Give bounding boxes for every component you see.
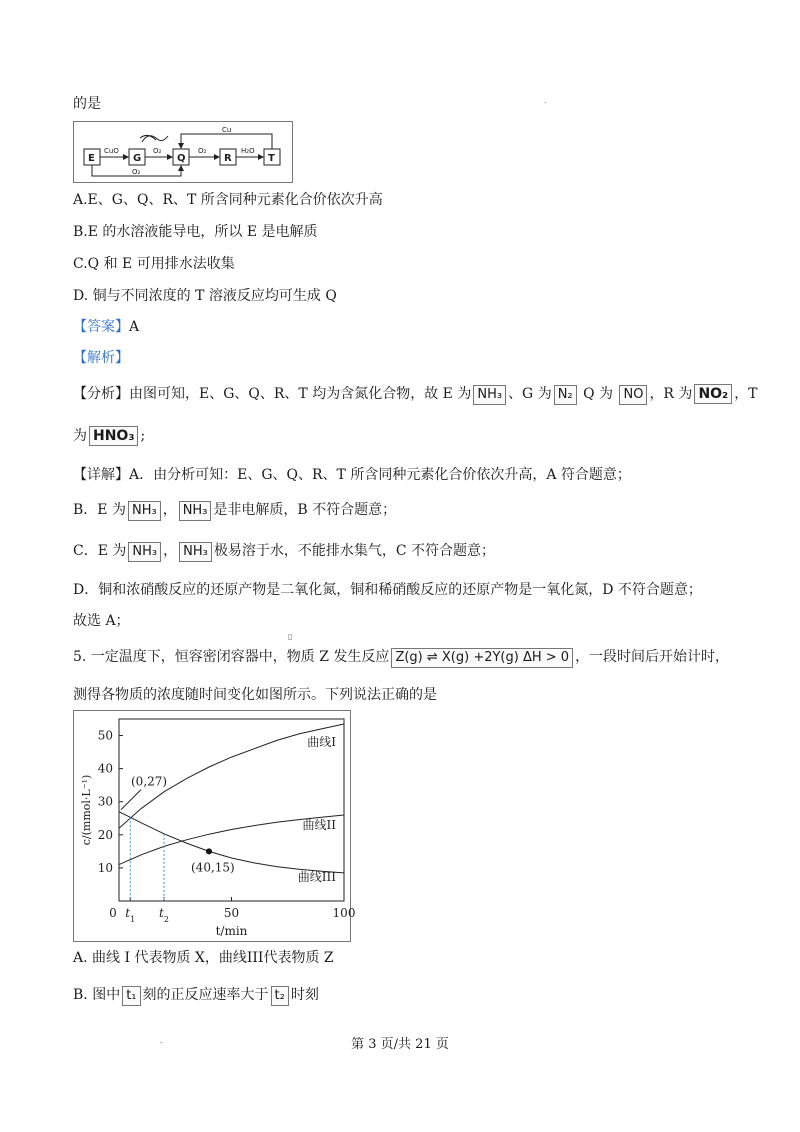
q5-text-1: 5. 一定温度下，恒容密闭容器中，物质 Z 发生反应 [73, 649, 390, 665]
series-label: 曲线I [307, 735, 336, 750]
label-o2-g-q: O₂ [153, 147, 162, 155]
formula-hno3: HNO₃ [89, 426, 138, 446]
formula-nh3-c2: NH₃ [179, 542, 212, 562]
nitrogen-flow-diagram [73, 121, 293, 183]
series-label: 曲线III [297, 869, 336, 884]
label-cuo: CuO [104, 147, 119, 155]
label-o2-e-q: O₂ [132, 168, 141, 176]
page-footer: 第 3 页/共 21 页 [351, 1037, 449, 1052]
formula-reaction: Z(g) ⇌ X(g) +2Y(g) ΔH > 0 [391, 648, 573, 668]
q5-option-b-text-2: 刻的正反应速率大于 [142, 987, 269, 1003]
node-g: G [133, 153, 142, 164]
x-tick-label: $t_1$ [125, 906, 136, 924]
answer-line [73, 317, 139, 337]
label-h2o: H₂O [241, 147, 255, 155]
detail-c: C．E 为 NH₃ ， NH₃ 极易溶于水，不能排水集气，C 不符合题意； [73, 541, 495, 562]
formula-no2: NO₂ [694, 384, 732, 404]
analysis-label: 【解析】 [73, 350, 129, 366]
y-tick-label: 20 [97, 827, 113, 842]
option-d: D. 铜与不同浓度的 T 溶液反应均可生成 Q [73, 288, 337, 304]
annotation-point [206, 848, 212, 854]
x-tick-label: 50 [223, 906, 240, 920]
detail-b-text-2: 是非电解质，B 不符合题意； [213, 502, 397, 518]
option-a: A.E、G、Q、R、T 所含同种元素化合价依次升高 [73, 192, 383, 208]
y-tick-label: 30 [97, 794, 113, 809]
q5-line-1 [73, 647, 729, 668]
fenxi-text-2: 、G 为 [508, 386, 552, 402]
detail-a [73, 465, 631, 485]
detail-b: B．E 为 NH₃ ， NH₃ 是非电解质，B 不符合题意； [73, 500, 396, 521]
x-tick-label: 0 [109, 906, 117, 920]
formula-nh3-b1: NH₃ [128, 501, 161, 521]
formula-no: NO [619, 385, 647, 405]
formula-t1: t₁ [122, 986, 140, 1006]
detail-c-text-2: 极易溶于水，不能排水集气，C 不符合题意； [213, 543, 495, 559]
fenxi-text-4: ，R 为 [649, 386, 693, 402]
q5-option-b-text-3: 时刻 [290, 987, 319, 1003]
question-stem-tail: 的是 [73, 96, 101, 112]
detail-a-text: A．由分析可知：E、G、Q、R、T 所含同种元素化合价依次升高，A 符合题意； [129, 467, 631, 483]
y-tick-label: 40 [97, 761, 113, 776]
fenxi-text-5: ，T [734, 386, 758, 402]
series-label: 曲线II [302, 817, 336, 832]
fenxi-text-7: ; [140, 428, 146, 444]
q5-option-b-text-1: B. 图中 [73, 987, 121, 1003]
fenxi-text-3: Q 为 [578, 386, 618, 402]
fenxi-text-6: 为 [73, 428, 87, 444]
speck: . [544, 96, 547, 105]
q5-line-2: 测得各物质的浓度随时间变化如图所示。下列说法正确的是 [73, 687, 437, 703]
label-o2-q-r: O₂ [198, 147, 207, 155]
fenxi-text-1: 由图可知，E、G、Q、R、T 均为含氮化合物，故 E 为 [129, 386, 472, 402]
formula-nh3: NH₃ [473, 385, 506, 405]
y-axis-label: c/(mmol·L⁻¹) [80, 774, 93, 846]
node-q: Q [177, 153, 186, 164]
detail-tag: 【详解】 [73, 467, 129, 483]
speck-3: . [160, 1036, 163, 1045]
formula-n2: N₂ [554, 385, 577, 405]
node-t: T [268, 153, 275, 164]
answer-value: A [129, 319, 140, 335]
q5-text-1b: ，一段时间后开始计时， [575, 649, 730, 665]
x-tick-label: 100 [332, 906, 356, 920]
choose-line: 故选 A； [73, 613, 130, 629]
fenxi-line-2 [73, 426, 145, 446]
detail-c-text-1: C．E 为 [73, 543, 127, 559]
x-axis-label: t/min [215, 924, 248, 938]
option-b: B.E 的水溶液能导电，所以 E 是电解质 [73, 224, 318, 240]
formula-t2: t₂ [271, 986, 289, 1006]
x-tick-label: $t_2$ [159, 906, 169, 924]
detail-b-text-1: B．E 为 [73, 502, 126, 518]
detail-d: D．铜和浓硝酸反应的还原产物是二氧化氮，铜和稀硝酸反应的还原产物是一氧化氮，D 不符合题意； [73, 582, 702, 598]
y-tick-label: 10 [97, 860, 113, 875]
annotation-label: (40,15) [191, 860, 235, 875]
q5-option-b [73, 985, 319, 1006]
fenxi-line [73, 384, 758, 405]
analysis-tag [73, 348, 129, 368]
fenxi-tag: 【分析】 [73, 386, 129, 402]
option-c: C.Q 和 E 可用排水法收集 [73, 256, 235, 272]
label-cu: Cu [222, 126, 232, 134]
speck-2: ▯ [288, 632, 293, 641]
q5-option-a: A. 曲线 I 代表物质 X，曲线III代表物质 Z [73, 950, 334, 966]
answer-tag: 【答案】 [73, 319, 129, 335]
node-e: E [88, 153, 95, 164]
formula-nh3-b2: NH₃ [179, 501, 212, 521]
node-r: R [224, 153, 232, 164]
annotation-label: (0,27) [131, 774, 168, 789]
annotation-arrow [121, 790, 141, 810]
y-tick-label: 50 [97, 728, 113, 743]
concentration-time-chart [73, 710, 356, 942]
formula-nh3-c1: NH₃ [128, 542, 161, 562]
